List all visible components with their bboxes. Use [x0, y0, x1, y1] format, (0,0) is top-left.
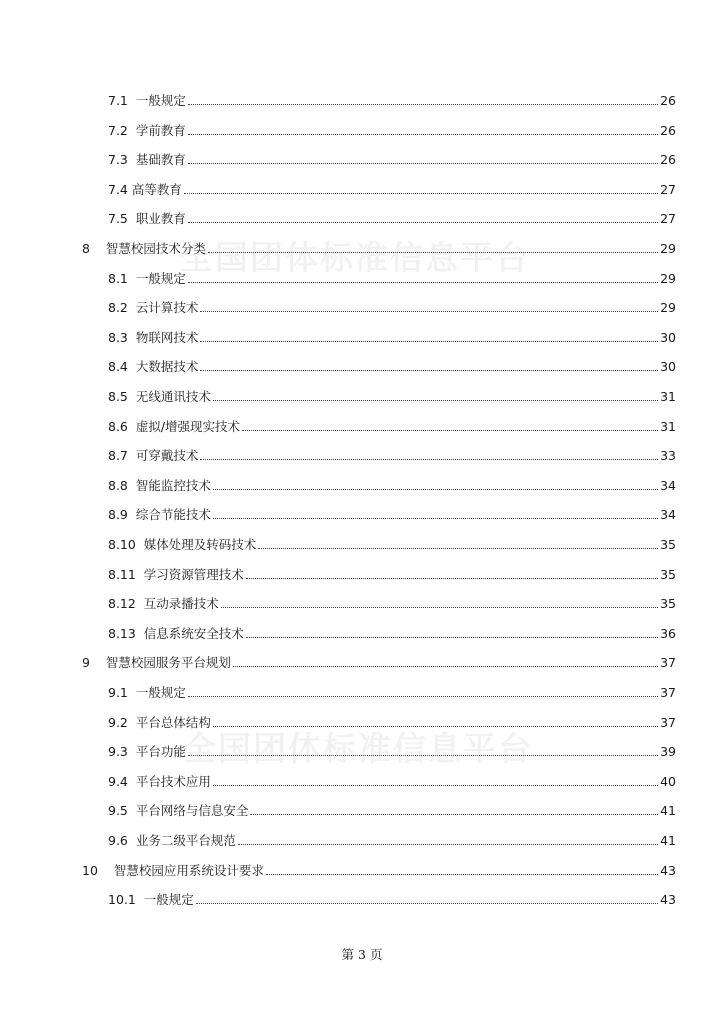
toc-section-title: 一般规定 — [143, 892, 194, 908]
toc-section-number: 7.1 — [108, 93, 136, 108]
toc-page-number: 41 — [660, 803, 676, 819]
toc-dot-leader — [188, 103, 658, 105]
toc-section-number: 9.6 — [108, 833, 136, 848]
toc-entry[interactable] — [108, 443, 676, 463]
toc-section-title: 物联网技术 — [135, 329, 199, 345]
toc-dot-leader — [266, 873, 658, 875]
toc-page-number: 35 — [660, 566, 676, 582]
toc-dot-leader — [196, 902, 658, 904]
toc-entry[interactable] — [108, 769, 676, 789]
toc-dot-leader — [250, 813, 658, 815]
toc-dot-leader — [233, 665, 658, 667]
toc-section-number: 9.4 — [108, 773, 136, 789]
toc-page-number: 35 — [660, 537, 676, 552]
toc-entry[interactable] — [108, 887, 676, 907]
toc-page-number: 26 — [660, 93, 676, 108]
toc-entry[interactable] — [108, 384, 676, 404]
toc-section-title: 虚拟/增强现实技术 — [135, 418, 241, 434]
toc-section-number: 9.2 — [108, 714, 136, 730]
toc-page-number: 31 — [660, 418, 676, 434]
toc-section-title: 媒体处理及转码技术 — [143, 537, 257, 552]
toc-entry[interactable] — [108, 532, 676, 552]
toc-section-number: 8.1 — [108, 270, 136, 286]
toc-page-number: 33 — [660, 448, 676, 464]
toc-section-number: 8.13 — [108, 625, 144, 641]
toc-section-number: 8 — [82, 241, 106, 256]
toc-entry[interactable] — [108, 502, 676, 522]
toc-section-title: 智慧校园服务平台规划 — [105, 655, 231, 671]
toc-page-number: 30 — [660, 329, 676, 345]
toc-entry[interactable] — [108, 473, 676, 493]
toc-dot-leader — [200, 458, 658, 460]
toc-entry[interactable] — [108, 177, 676, 197]
toc-dot-leader — [200, 369, 658, 371]
toc-section-number: 9 — [82, 655, 106, 671]
toc-section-title: 一般规定 — [135, 685, 186, 700]
toc-section-title: 平台功能 — [135, 744, 186, 760]
toc-section-number: 8.8 — [108, 477, 136, 493]
toc-page-number: 43 — [660, 862, 676, 878]
watermark-text: 全国团体标准信息平台 — [183, 729, 533, 768]
toc-entry[interactable] — [108, 88, 676, 108]
toc-entry[interactable] — [108, 828, 676, 848]
toc-page-number: 30 — [660, 359, 676, 375]
toc-dot-leader — [213, 784, 658, 786]
toc-dot-leader — [200, 310, 658, 312]
toc-dot-leader — [242, 429, 658, 431]
toc-section-title: 基础教育 — [135, 152, 186, 168]
page-footer: 第 3 页 — [341, 947, 383, 962]
toc-section-title: 平台总体结构 — [135, 714, 211, 730]
toc-page-number: 27 — [660, 181, 676, 197]
toc-entry[interactable] — [108, 147, 676, 167]
toc-dot-leader — [221, 606, 658, 608]
toc-dot-leader — [188, 162, 658, 164]
toc-entry[interactable] — [108, 798, 676, 818]
toc-page-number: 40 — [660, 773, 676, 789]
toc-dot-leader — [213, 399, 658, 401]
toc-section-title: 平台技术应用 — [135, 773, 211, 789]
toc-section-title: 职业教育 — [135, 211, 186, 227]
toc-section-title: 智慧校园技术分类 — [105, 241, 206, 256]
toc-page-number: 26 — [660, 122, 676, 138]
toc-entry[interactable] — [108, 118, 676, 138]
toc-section-title: 综合节能技术 — [135, 507, 211, 523]
toc-dot-leader — [188, 133, 658, 135]
toc-entry[interactable] — [108, 354, 676, 374]
toc-section-number: 10 — [82, 862, 114, 878]
toc-section-title: 平台网络与信息安全 — [135, 803, 249, 819]
toc-dot-leader — [188, 221, 658, 223]
toc-page-number: 29 — [660, 270, 676, 286]
toc-section-number: 8.10 — [108, 537, 144, 552]
toc-page-number: 34 — [660, 507, 676, 523]
toc-entry[interactable] — [108, 680, 676, 700]
toc-dot-leader — [213, 517, 658, 519]
toc-section-number: 7.4 — [108, 181, 132, 197]
toc-section-number: 8.5 — [108, 389, 136, 404]
toc-page-number: 39 — [660, 744, 676, 760]
toc-entry[interactable] — [108, 295, 676, 315]
toc-page-number: 35 — [660, 596, 676, 612]
toc-dot-leader — [246, 636, 658, 638]
toc-section-number: 8.12 — [108, 596, 144, 612]
toc-page-number: 26 — [660, 152, 676, 168]
toc-entry[interactable] — [108, 266, 676, 286]
toc-dot-leader — [188, 281, 658, 283]
toc-entry[interactable] — [108, 206, 676, 226]
toc-page-number: 37 — [660, 685, 676, 700]
toc-page-number: 36 — [660, 625, 676, 641]
toc-entry[interactable] — [82, 236, 676, 256]
toc-entry[interactable] — [82, 650, 676, 670]
toc-page-number: 31 — [660, 389, 676, 404]
toc-section-title: 无线通讯技术 — [135, 389, 211, 404]
toc-section-number: 7.5 — [108, 211, 136, 227]
toc-section-number: 8.4 — [108, 359, 136, 375]
toc-entry[interactable] — [108, 591, 676, 611]
toc-dot-leader — [184, 192, 658, 194]
toc-dot-leader — [188, 695, 658, 697]
toc-section-number: 8.9 — [108, 507, 136, 523]
toc-section-title: 互动录播技术 — [143, 596, 219, 612]
toc-dot-leader — [208, 251, 658, 253]
toc-section-number: 8.7 — [108, 448, 136, 464]
toc-dot-leader — [258, 547, 658, 549]
toc-section-title: 大数据技术 — [135, 359, 199, 375]
toc-section-number: 7.2 — [108, 122, 136, 138]
toc-page-number: 43 — [660, 892, 676, 908]
toc-section-title: 可穿戴技术 — [135, 448, 199, 464]
toc-section-number: 9.5 — [108, 803, 136, 819]
toc-dot-leader — [238, 843, 658, 845]
toc-page-number: 34 — [660, 477, 676, 493]
toc-section-number: 8.11 — [108, 566, 144, 582]
toc-page-number: 29 — [660, 241, 676, 256]
toc-section-title: 云计算技术 — [135, 300, 199, 316]
toc-dot-leader — [213, 725, 658, 727]
toc-page-number: 37 — [660, 714, 676, 730]
toc-section-number: 8.2 — [108, 300, 136, 316]
toc-entry[interactable] — [108, 710, 676, 730]
toc-section-number: 9.3 — [108, 744, 136, 760]
toc-entry[interactable] — [108, 325, 676, 345]
toc-entry[interactable] — [108, 562, 676, 582]
toc-dot-leader — [188, 754, 658, 756]
toc-entry[interactable] — [108, 414, 676, 434]
watermark-text: 全国团体标准信息平台 — [180, 238, 530, 277]
toc-section-title: 智慧校园应用系统设计要求 — [113, 862, 264, 878]
toc-section-number: 8.6 — [108, 418, 136, 434]
toc-entry[interactable] — [108, 739, 676, 759]
toc-dot-leader — [213, 488, 658, 490]
toc-section-title: 一般规定 — [135, 93, 186, 108]
toc-section-number: 8.3 — [108, 329, 136, 345]
toc-dot-leader — [246, 577, 658, 579]
toc-entry[interactable] — [108, 621, 676, 641]
toc-section-title: 智能监控技术 — [135, 477, 211, 493]
toc-section-title: 学习资源管理技术 — [143, 566, 244, 582]
toc-dot-leader — [200, 340, 658, 342]
toc-section-number: 10.1 — [108, 892, 144, 908]
toc-page-number: 37 — [660, 655, 676, 671]
toc-section-title: 信息系统安全技术 — [143, 625, 244, 641]
toc-section-number: 9.1 — [108, 685, 136, 700]
toc-section-title: 高等教育 — [131, 181, 182, 197]
toc-page-number: 29 — [660, 300, 676, 316]
toc-section-title: 一般规定 — [135, 270, 186, 286]
toc-section-title: 学前教育 — [135, 122, 186, 138]
toc-entry[interactable] — [82, 858, 676, 878]
toc-page-number: 41 — [660, 833, 676, 848]
toc-section-number: 7.3 — [108, 152, 136, 168]
toc-section-title: 业务二级平台规范 — [135, 833, 236, 848]
toc-page-number: 27 — [660, 211, 676, 227]
